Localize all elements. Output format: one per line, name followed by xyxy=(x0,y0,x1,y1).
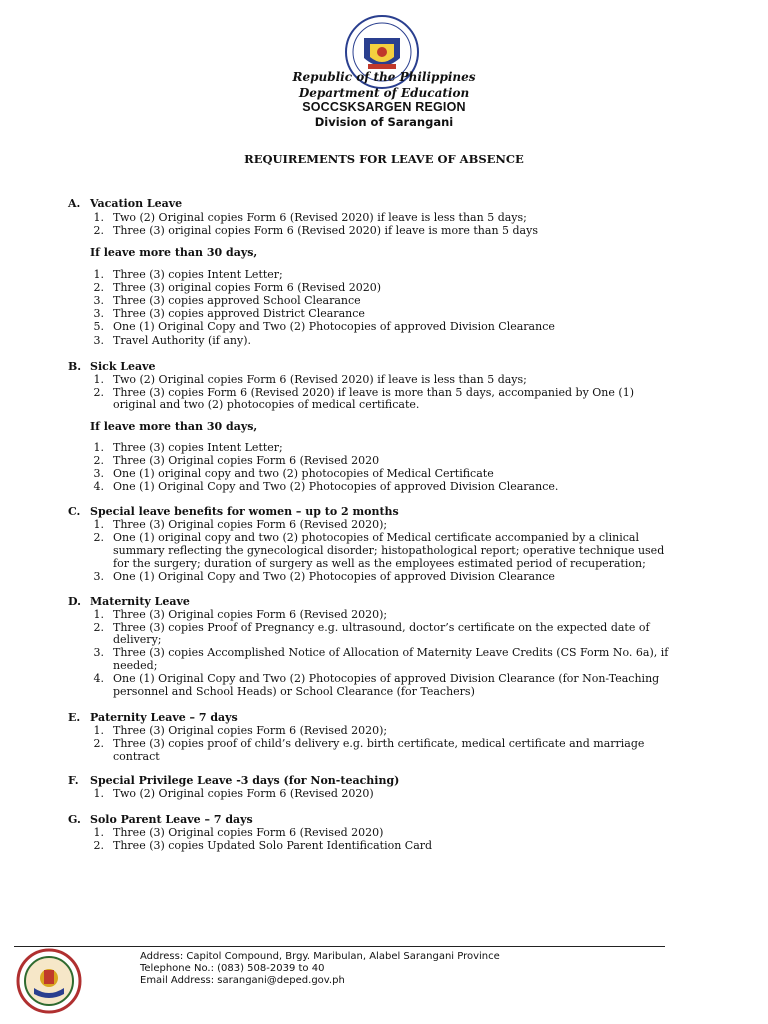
list-item-continued: contract xyxy=(113,750,160,763)
section-letter: B. xyxy=(68,360,82,373)
item-number: 1. xyxy=(93,518,104,531)
item-number: 1. xyxy=(93,826,104,839)
item-number: 2. xyxy=(93,281,104,294)
list-item: Three (3) copies Accomplished Notice of Allocation of Maternity Leave Credits (CS Form No. 6a), if xyxy=(113,646,669,659)
list-item: One (1) Original Copy and Two (2) Photocopies of approved Division Clearance xyxy=(113,320,555,333)
list-item: One (1) Original Copy and Two (2) Photocopies of approved Division Clearance (for Non-Teaching xyxy=(113,672,660,685)
item-number: 4. xyxy=(93,672,104,685)
list-item-continued: for the surgery; duration of surgery as well as the employees estimated period of recuperation; xyxy=(113,557,646,570)
list-item: Three (3) Original copies Form 6 (Revised 2020); xyxy=(113,608,388,621)
list-item-continued: delivery; xyxy=(113,633,162,646)
list-item-continued: personnel and School Heads) or School Clearance (for Teachers) xyxy=(113,685,475,698)
subsection-heading: If leave more than 30 days, xyxy=(90,420,258,433)
list-item: Travel Authority (if any). xyxy=(113,334,251,347)
list-item: Three (3) original copies Form 6 (Revised 2020) if leave is more than 5 days xyxy=(113,224,538,237)
list-item-continued: original and two (2) photocopies of medical certificate. xyxy=(113,398,420,411)
section-letter: A. xyxy=(68,197,81,210)
item-number: 1. xyxy=(93,787,104,800)
footer-telephone: Telephone No.: (083) 508-2039 to 40 xyxy=(140,963,325,974)
list-item: Two (2) Original copies Form 6 (Revised 2020) xyxy=(113,787,374,800)
list-item: Three (3) copies approved School Clearance xyxy=(113,294,361,307)
list-item: Three (3) copies Intent Letter; xyxy=(113,268,283,281)
list-item: Two (2) Original copies Form 6 (Revised 2020) if leave is less than 5 days; xyxy=(113,373,527,386)
item-number: 3. xyxy=(93,646,104,659)
item-number: 1. xyxy=(93,268,104,281)
list-item: Three (3) Original copies Form 6 (Revised 2020); xyxy=(113,518,388,531)
item-number: 1. xyxy=(93,724,104,737)
list-item: One (1) original copy and two (2) photocopies of Medical certificate accompanied by a clinical xyxy=(113,531,639,544)
list-item: Three (3) Original copies Form 6 (Revised 2020); xyxy=(113,724,388,737)
section-letter: F. xyxy=(68,774,79,787)
list-item-continued: needed; xyxy=(113,659,158,672)
footer-address: Address: Capitol Compound, Brgy. Maribulan, Alabel Sarangani Province xyxy=(140,951,500,962)
document-title: REQUIREMENTS FOR LEAVE OF ABSENCE xyxy=(244,152,524,166)
item-number: 3. xyxy=(93,307,104,320)
section-letter: D. xyxy=(68,595,81,608)
item-number: 3. xyxy=(93,294,104,307)
list-item: Three (3) copies Updated Solo Parent Identification Card xyxy=(113,839,433,852)
item-number: 3. xyxy=(93,570,104,583)
item-number: 1. xyxy=(93,211,104,224)
footer-divider xyxy=(14,946,665,947)
item-number: 5. xyxy=(93,320,104,333)
item-number: 2. xyxy=(93,386,104,399)
header-division: Division of Sarangani xyxy=(314,115,454,129)
list-item: Three (3) Original copies Form 6 (Revised 2020) xyxy=(113,826,384,839)
list-item: Three (3) original copies Form 6 (Revised 2020) xyxy=(113,281,382,294)
list-item: Three (3) copies approved District Clearance xyxy=(113,307,365,320)
subsection-heading: If leave more than 30 days, xyxy=(90,246,258,259)
item-number: 3. xyxy=(93,334,104,347)
section-title: Vacation Leave xyxy=(90,197,183,210)
section-letter: E. xyxy=(68,711,81,724)
section-title: Sick Leave xyxy=(90,360,156,373)
section-title: Solo Parent Leave – 7 days xyxy=(90,813,253,826)
list-item: Three (3) Original copies Form 6 (Revised 2020 xyxy=(113,454,380,467)
item-number: 2. xyxy=(93,839,104,852)
header-region: SOCCSKSARGEN REGION xyxy=(302,100,466,114)
item-number: 1. xyxy=(93,441,104,454)
item-number: 2. xyxy=(93,224,104,237)
list-item-continued: summary reflecting the gynecological disorder; histopathological report; operative technique used xyxy=(113,544,665,557)
section-title: Paternity Leave – 7 days xyxy=(90,711,238,724)
item-number: 1. xyxy=(93,608,104,621)
item-number: 2. xyxy=(93,737,104,750)
item-number: 4. xyxy=(93,480,104,493)
item-number: 3. xyxy=(93,467,104,480)
item-number: 1. xyxy=(93,373,104,386)
list-item: Three (3) copies Proof of Pregnancy e.g. ultrasound, doctor’s certificate on the expected date of xyxy=(113,621,650,634)
list-item: Three (3) copies proof of child’s delivery e.g. birth certificate, medical certificate and marriage xyxy=(113,737,645,750)
header-republic: Republic of the Philippines xyxy=(292,70,476,84)
item-number: 2. xyxy=(93,621,104,634)
list-item: One (1) Original Copy and Two (2) Photocopies of approved Division Clearance. xyxy=(113,480,559,493)
list-item: Three (3) copies Form 6 (Revised 2020) if leave is more than 5 days, accompanied by One (1) xyxy=(113,386,634,399)
section-title: Special leave benefits for women – up to 2 months xyxy=(90,505,399,518)
list-item: One (1) Original Copy and Two (2) Photocopies of approved Division Clearance xyxy=(113,570,555,583)
item-number: 2. xyxy=(93,531,104,544)
section-title: Maternity Leave xyxy=(90,595,190,608)
list-item: Two (2) Original copies Form 6 (Revised 2020) if leave is less than 5 days; xyxy=(113,211,527,224)
section-letter: C. xyxy=(68,505,81,518)
section-title: Special Privilege Leave -3 days (for Non-teaching) xyxy=(90,774,400,787)
header-department: Department of Education xyxy=(298,86,470,100)
item-number: 2. xyxy=(93,454,104,467)
list-item: One (1) original copy and two (2) photocopies of Medical Certificate xyxy=(113,467,494,480)
footer-email: Email Address: sarangani@deped.gov.ph xyxy=(140,975,345,986)
section-letter: G. xyxy=(68,813,81,826)
list-item: Three (3) copies Intent Letter; xyxy=(113,441,283,454)
division-seal-logo xyxy=(16,948,82,1014)
